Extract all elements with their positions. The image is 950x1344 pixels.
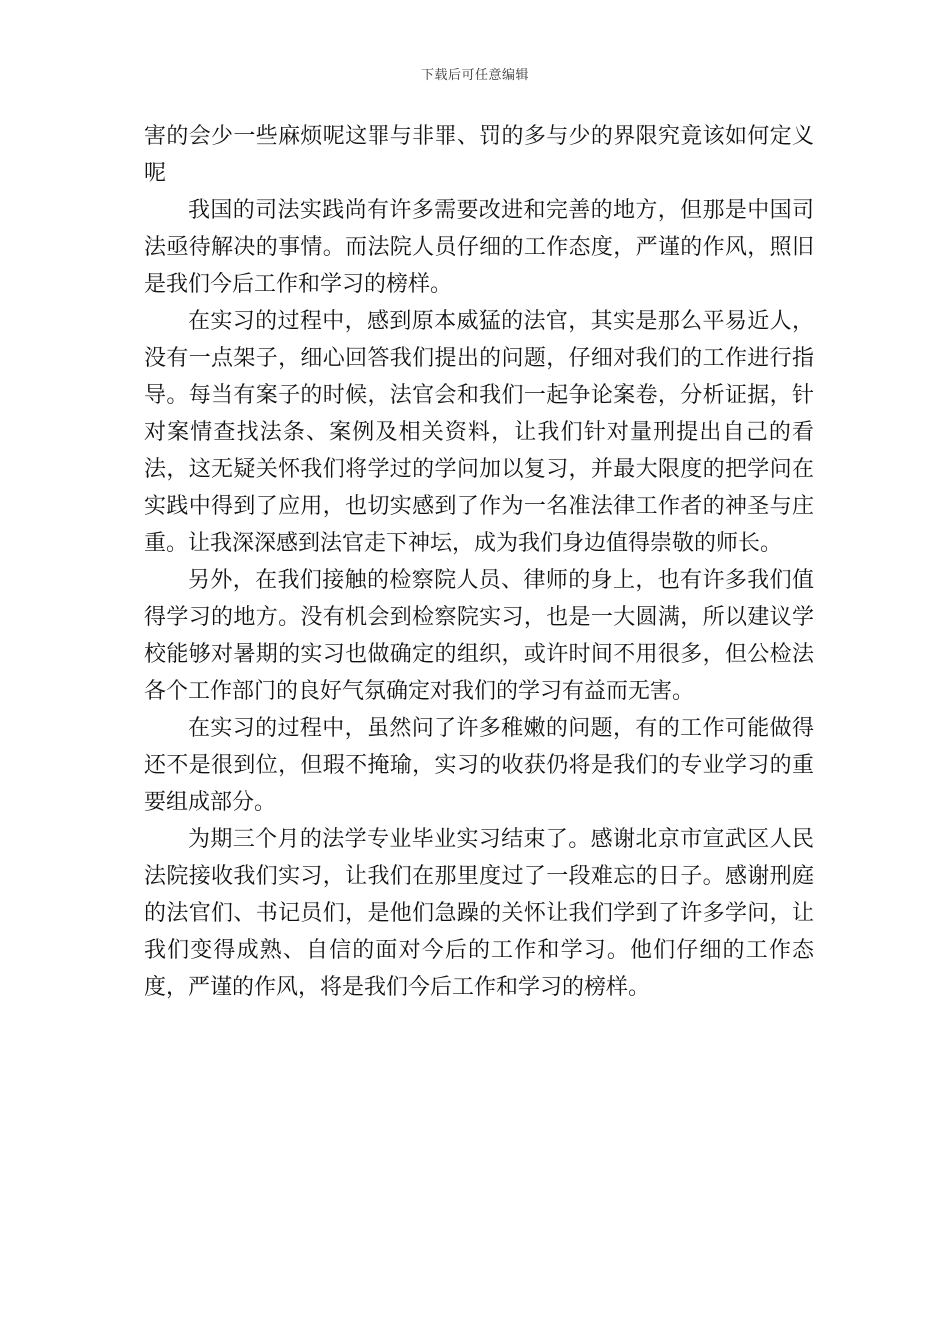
paragraph: 我国的司法实践尚有许多需要改进和完善的地方，但那是中国司法亟待解决的事情。而法院人员仔细的工作态度，严谨的作风，照旧是我们今后工作和学习的榜样。 bbox=[144, 198, 814, 297]
paragraph: 在实习的过程中，虽然问了许多稚嫩的问题，有的工作可能做得还不是很到位，但瑕不掩瑜，实习的收获仍将是我们的专业学习的重要组成部分。 bbox=[144, 716, 814, 815]
document-body bbox=[144, 118, 814, 1006]
paragraph: 在实习的过程中，感到原本威猛的法官，其实是那么平易近人，没有一点架子，细心回答我们提出的问题，仔细对我们的工作进行指导。每当有案子的时候，法官会和我们一起争论案卷，分析证据，针对案情查找法条、案例及相关资料，让我们针对量刑提出自己的看法，这无疑关怀我们将学过的学问加以复习，并最大限度的把学问在实践中得到了应用，也切实感到了作为一名准法律工作者的神圣与庄重。让我深深感到法官走下神坛，成为我们身边值得崇敬的师长。 bbox=[144, 309, 814, 556]
paragraph: 为期三个月的法学专业毕业实习结束了。感谢北京市宣武区人民法院接收我们实习，让我们在那里度过了一段难忘的日子。感谢刑庭的法官们、书记员们，是他们急躁的关怀让我们学到了许多学问，让我们变得成熟、自信的面对今后的工作和学习。他们仔细的工作态度，严谨的作风，将是我们今后工作和学习的榜样。 bbox=[144, 827, 814, 1000]
paragraph: 另外，在我们接触的检察院人员、律师的身上，也有许多我们值得学习的地方。没有机会到检察院实习，也是一大圆满，所以建议学校能够对暑期的实习也做确定的组织，或许时间不用很多，但公检法各个工作部门的良好气氛确定对我们的学习有益而无害。 bbox=[144, 568, 814, 704]
page-header-note: 下载后可任意编辑 bbox=[420, 68, 529, 83]
paragraph-continuation: 害的会少一些麻烦呢这罪与非罪、罚的多与少的界限究竟该如何定义呢 bbox=[144, 124, 814, 186]
